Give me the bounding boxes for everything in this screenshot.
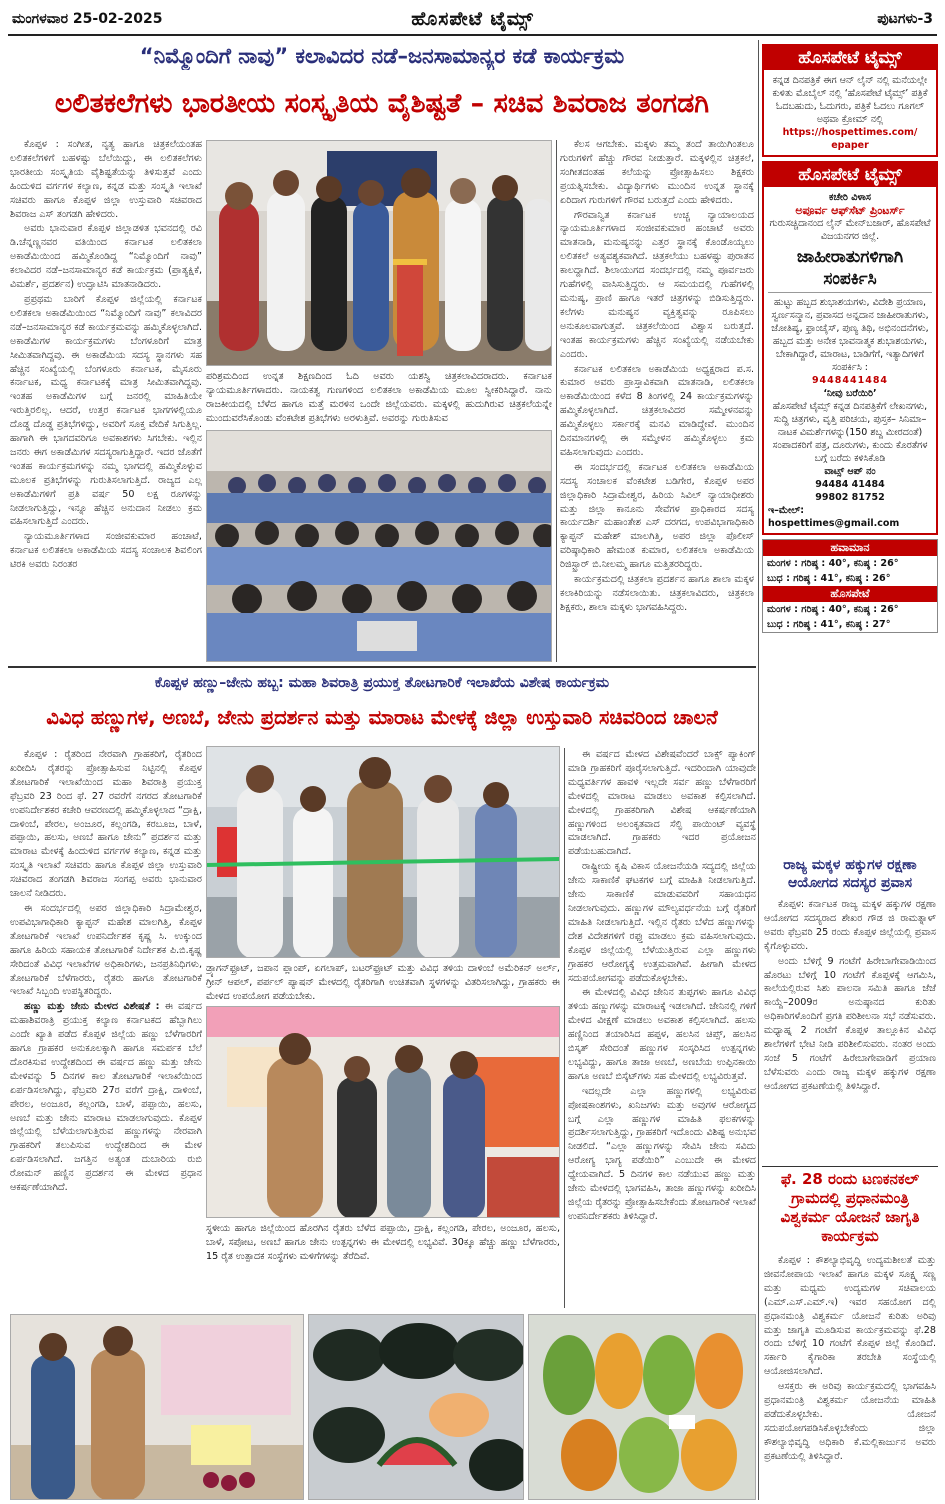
paragraph: ಈ ಸಂದರ್ಭದಲ್ಲಿ ಕರ್ನಾಟಕ ಲಲಿತಕಲಾ ಅಕಾಡೆಮಿಯ ಸದಸ್ಯ ಸಂಚಾಲಕ ವೆಂಕಟೇಶ ಬಡಿಗೇರ, ಕೊಪ್ಪಳ ಅಪರ ಜಿಲ್ಲಾಧಿಕಾರಿ ಸಿದ್ರಾಮೇಶ್ವರ, ಹಿರಿಯ ಸಿವಿಲ್ ನ್ಯಾಯಾಧೀಶರು ಮತ್ತು ಜಿಲ್ಲಾ ಕಾನೂನು ಸೇವೆಗಳ ಪ್ರಾಧಿಕಾರದ ಸದಸ್ಯ ಕಾರ್ಯದರ್ಶಿ ಮಹಾಂತೇಶ ಎಸ್ ದರಗದ, ಉಪವಿಭಾಗಾಧಿಕಾರಿ ಕ್ಯಾಪ್ಟನ್ ಮಹೇಶ್ ಮಾಲಗಿತ್ತಿ, ಅಪರ ಜಿಲ್ಲಾ ಪೊಲೀಸ್ ವರಿಷ್ಠಾಧಿಕಾರಿ ಹೇಮಂತ ಕುಮಾರ, ಲಲಿತಕಲಾ ಅಕಾಡೆಮಿಯ ರಿಜಿಸ್ಟ್ರಾರ್ ಬಿ.ನೀಲಮ್ಮ ಹಾಗೂ ಮತ್ತಿತರರಿದ್ದರು. xyxy=(560,461,754,571)
whatsapp-phone-1[interactable]: 94484 41484 xyxy=(815,479,885,490)
weather-row: ಬುಧ : ಗರಿಷ್ಠ : 41°, ಕನಿಷ್ಠ : 26° xyxy=(767,573,891,584)
story1-kicker: “ನಿಮ್ಮೊಂದಿಗೆ ನಾವು” ಕಲಾವಿದರ ನಡೆ–ಜನಸಾಮಾನ್ಯರ ಕಡೆ ಕಾರ್ಯಕ್ರಮ xyxy=(139,44,625,68)
sidebar xyxy=(762,44,938,633)
story1-headline: ಲಲಿತಕಲೆಗಳು ಭಾರತೀಯ ಸಂಸ್ಕೃತಿಯ ವೈಶಿಷ್ಟತೆ – ಸಚಿವ ಶಿವರಾಜ ತಂಗಡಗಿ xyxy=(54,88,710,119)
page-number: ಪುಟಗಳು-3 xyxy=(877,11,933,27)
printer-name: ಅಪೂರ್ವ ಆಫ್‌ಸೆಟ್ ಪ್ರಿಂಟರ್ಸ್ xyxy=(795,204,905,217)
story2-photo-inauguration xyxy=(206,746,560,958)
paragraph: ಇದಲ್ಲದೇ ಎಲ್ಲಾ ಹಣ್ಣುಗಳಲ್ಲಿ ಲಭ್ಯವಿರುವ ಪೋಷಕಾಂಶಗಳು, ಖನಿಜಗಳು ಮತ್ತು ಅವುಗಳ ಆರೋಗ್ಯದ ಬಗ್ಗೆ ಎಲ್ಲಾ ಹಣ್ಣುಗಳ ಮಾಹಿತಿ ಫಲಕಗಳನ್ನು ಪ್ರದರ್ಶಿಸಲಾಗುತ್ತಿದ್ದು, ಗ್ರಾಹಕರಿಗೆ ಇದೊಂದು ವಿಶಿಷ್ಟ ಅನುಭವ ನೀಡಲಿದೆ. “ಎಲ್ಲಾ ಹಣ್ಣುಗಳನ್ನು ಸೇವಿಸಿ ಜೇನು ಸವಿದು ಆರೋಗ್ಯ ಭಾಗ್ಯ ಪಡೆಯಿರಿ” ಎಂಬುದೇ ಈ ಮೇಳದ ಧ್ಯೇಯವಾಗಿದೆ. 5 ದಿನಗಳ ಕಾಲ ನಡೆಯುವ ಹಣ್ಣು ಮತ್ತು ಜೇನು ಮೇಳದಲ್ಲಿ ಭಾಗವಹಿಸಿ, ತಾಜಾ ಹಣ್ಣುಗಳನ್ನು ಖರೀದಿಸಿ ಜಿಲ್ಲೆಯ ರೈತರನ್ನು ಪ್ರೋತ್ಸಾಹಿಸಬೇಕೆಂದು ತೋಟಗಾರಿಕೆ ಇಲಾಖೆ ಉಪನಿರ್ದೇಶಕರು ತಿಳಿಸಿದ್ದಾರೆ. xyxy=(568,1085,756,1222)
paragraph: ಕೆಲಸ ಆಗಬೇಕು. ಮಕ್ಕಳು ತಮ್ಮ ತಂದೆ ತಾಯಿಗಿಂತಲೂ ಗುರುಗಳಿಗೆ ಹೆಚ್ಚು ಗೌರವ ನೀಡುತ್ತಾರೆ. ಮಕ್ಕಳಲ್ಲಿನ ಚಿತ್ರಕಲೆ, ಸಂಗೀತದಂತಹ ಕಲೆಯನ್ನು ಪ್ರೋತ್ಸಾಹಿಸಲು ಶಿಕ್ಷಕರು ಪ್ರಯತ್ನಿಸಬೇಕು. ವಿದ್ಯಾರ್ಥಿಗಳು ಮುಂದಿನ ಉನ್ನತ ಸ್ಥಾನಕ್ಕೆ ಏರಿದಾಗ ಗುರುಗಳಿಗೆ ಗೌರವ ಬರುತ್ತದೆ ಎಂದು ಹೇಳಿದರು. xyxy=(560,139,754,206)
column-rule xyxy=(556,140,557,662)
paragraph: ಕೊಪ್ಪಳ : ಕೌಶಲ್ಯಾಭಿವೃದ್ಧಿ ಉದ್ಯಮಶೀಲತೆ ಮತ್ತು ಜೀವನೋಪಾಯ ಇಲಾಖೆ ಹಾಗೂ ಮಕ್ಕಳ ಸೂಕ್ಷ್ಮ ಸಣ್ಣ ಮತ್ತು ಮಧ್ಯಮ ಉದ್ಯಮಗಳ ಸಚಿವಾಲಯ (ಎಮ್.ಎಸ್.ಎಮ್.ಇ) ಇವರ ಸಹಯೋಗ ದಲ್ಲಿ ಪ್ರಧಾನಮಂತ್ರಿ ವಿಶ್ವಕರ್ಮ ಯೋಜನೆ ಕುರಿತು ಅರಿವು ಮತ್ತು ಜಾಗೃತಿ ಮೂಡಿಸುವ ಕಾರ್ಯಕ್ರಮವನ್ನು ಫೆ.28 ರಂದು ಬೆಳಿಗ್ಗೆ 10 ಗಂಟೆಗೆ ಕೊಪ್ಪಳ ಜಿಲ್ಲೆ ಕೊಂಡಿದೆ. ಸರ್ಕಾರಿ ಕೈಗಾರಿಕಾ ತರಬೇತಿ ಸಂಸ್ಥೆಯಲ್ಲಿ ಆಯೋಜಿಸಲಾಗಿದೆ. xyxy=(764,1255,936,1378)
issue-date: ಮಂಗಳವಾರ 25-02-2025 xyxy=(12,11,163,27)
paragraph: ಕೊಪ್ಪಳ : ಸಂಗೀತ, ನೃತ್ಯ ಹಾಗೂ ಚಿತ್ರಕಲೆಯಂತಹ ಲಲಿತಕಲೆಗಳಿಗೆ ಬಹಳಷ್ಟು ಬೆಲೆಯಿದ್ದು, ಈ ಲಲಿತಕಲೆಗಳು ಭಾರತೀಯ ಸಂಸ್ಕೃತಿಯ ವೈಶಿಷ್ಟತೆಯನ್ನು ತಿಳಿಸುತ್ತವೆ ಎಂದು ಹಿಂದುಳಿದ ವರ್ಗಗಳ ಕಲ್ಯಾಣ, ಕನ್ನಡ ಮತ್ತು ಸಂಸ್ಕೃತಿ ಇಲಾಖೆ ಸಚಿವರು ಹಾಗೂ ಕೊಪ್ಪಳ ಜಿಲ್ಲಾ ಉಸ್ತುವಾರಿ ಸಚಿವರಾದ ಶಿವರಾಜ ಎಸ್ ತಂಗಡಗಿ ಹೇಳಿದರು. xyxy=(10,139,202,220)
story2-headline: ವಿವಿಧ ಹಣ್ಣುಗಳ, ಅಣಬೆ, ಜೇನು ಪ್ರದರ್ಶನ ಮತ್ತು ಮಾರಾಟ ಮೇಳಕ್ಕೆ ಜಿಲ್ಲಾ ಉಸ್ತುವಾರಿ ಸಚಿವರಿಂದ ಚಾಲನೆ xyxy=(46,706,718,729)
weather-city: ಹೊಸಪೇಟೆ xyxy=(763,586,937,602)
story2-photo-papayas xyxy=(528,1314,756,1500)
story3-text xyxy=(764,898,936,1162)
section-divider xyxy=(8,666,756,668)
paragraph: ಕೊಪ್ಪಳ: ಕರ್ನಾಟಕ ರಾಜ್ಯ ಮಕ್ಕಳ ಹಕ್ಕುಗಳ ರಕ್ಷಣಾ ಆಯೋಗದ ಸದಸ್ಯರಾದ ಶೇಖರ ಗೌಡ ಜಿ ರಾಮತ್ನಾಳ್ ಅವರು ಫೆಬ್ರವರಿ 25 ರಂದು ಕೊಪ್ಪಳ ಜಿಲ್ಲೆಯಲ್ಲಿ ಪ್ರವಾಸ ಕೈಗೊಳ್ಳುವರು. xyxy=(764,899,936,952)
paragraph: ಅಂದು ಬೆಳಿಗ್ಗೆ 9 ಗಂಟೆಗೆ ಹಿರೇಬಾಗೇವಾಡಿಯಿಂದ ಹೊರಟು ಬೆಳಿಗ್ಗೆ 10 ಗಂಟೆಗೆ ಕೊಪ್ಪಳಕ್ಕೆ ಆಗಮಿಸಿ, ಕಾಲೆಯಲ್ಲಿರುವ ಸಿಶು ಪಾಲನಾ ಸಮಿತಿ ಹಾಗೂ ಜೆಜೆ ಕಾಯ್ದೆ–2009ರ ಅನುಷ್ಠಾನದ ಕುರಿತು ಅಧಿಕಾರಿಗಳೊಂದಿಗೆ ಪ್ರಗತಿ ಪರಿಶೀಲನಾ ಸಭೆ ನಡೆಸುವರು. ಮಧ್ಯಾಹ್ನ 2 ಗಂಟೆಗೆ ಕೊಪ್ಪಳ ತಾಲ್ಲೂಕಿನ ವಿವಿಧ ಶಾಲೆಗಳಿಗೆ ಭೇಟಿ ನೀಡಿ ಪರಿಶೀಲಿಸುವರು. ನಂತರ ಅಂದು ಸಂಜೆ 5 ಗಂಟೆಗೆ ಹಿರೇಬಾಗೇವಾಡಿಗೆ ಪ್ರಯಾಣ ಬೆಳೆಸುವರು ಎಂದು ರಾಜ್ಯ ಮಕ್ಕಳ ಹಕ್ಕುಗಳ ರಕ್ಷಣಾ ಆಯೋಗದ ಪ್ರಕಟಣೆಯಲ್ಲಿ ತಿಳಿಸಿದ್ದಾರೆ. xyxy=(764,955,936,1092)
story4-headline: ಫೆ. 28 ರಂದು ಟಣಕನಕಲ್ ಗ್ರಾಮದಲ್ಲಿ ಪ್ರಧಾನಮಂತ್ರಿ ವಿಶ್ವಕರ್ಮ ಯೋಜನೆ ಜಾಗೃತಿ ಕಾರ್ಯಕ್ರಮ xyxy=(780,1170,920,1245)
epaper-link[interactable]: https://hospettimes.com/ epaper xyxy=(782,127,918,151)
contact-email[interactable]: ಇ–ಮೇಲ್: hospettimes@gmail.com xyxy=(768,505,900,529)
story2-column-3 xyxy=(568,748,756,1308)
write-slogan: ‘ನೀವು ಬರೆಯಿರಿ’ xyxy=(823,388,877,399)
paragraph: ಕಾರ್ಯಕ್ರಮದಲ್ಲಿ ಚಿತ್ರಕಲಾ ಪ್ರದರ್ಶನ ಹಾಗೂ ಶಾಲಾ ಮಕ್ಕಳ ಕಲಾಕಿರಿಯನ್ನು ನಡೆಸಲಾಯಿತು. ಚಿತ್ರಕಲಾವಿದರು, ಚಿತ್ರಕಲಾ ಶಿಕ್ಷಕರು, ಶಾಲಾ ಮಕ್ಕಳು ಭಾಗವಹಿಸಿದ್ದರು. xyxy=(560,574,754,613)
paragraph: ಕೊಪ್ಪಳ : ರೈತರಿಂದ ನೇರವಾಗಿ ಗ್ರಾಹಕರಿಗೆ, ರೈತರಿಂದ ಖರೀದಿಸಿ ರೈತರನ್ನು ಪ್ರೋತ್ಸಾಹಿಸುವ ನಿಟ್ಟಿನಲ್ಲಿ ಕೊಪ್ಪಳ ತೋಟಗಾರಿಕೆ ಇಲಾಖೆಯಿಂದ ಮಹಾ ಶಿವರಾತ್ರಿ ಪ್ರಯುಕ್ತ ಫೆಬ್ರವರಿ 23 ರಿಂದ ಫೆ. 27 ರವರೆಗೆ ನಗರದ ತೋಟಗಾರಿಕೆ ಉಪನಿರ್ದೇಶಕರ ಕಚೇರಿ ಆವರಣದಲ್ಲಿ ಹಮ್ಮಿಕೊಳ್ಳಲಾದ “ದ್ರಾಕ್ಷಿ, ದಾಳಿಂಬೆ, ಪೇರಲ, ಅಂಜೂರ, ಕಲ್ಲಂಗಡಿ, ಕರಬೂಜ, ಬಾಳೆ, ಪಪ್ಪಾಯಿ, ಹಲಸು, ಅಣಬೆ ಹಾಗೂ ಜೇನು” ಪ್ರದರ್ಶನ ಮತ್ತು ಮಾರಾಟ ಮೇಳಕ್ಕೆ ಹಿಂದುಳಿದ ವರ್ಗಗಳ ಕಲ್ಯಾಣ, ಕನ್ನಡ ಮತ್ತು ಸಂಸ್ಕೃತಿ ಇಲಾಖೆ ಸಚಿವರು ಹಾಗೂ ಕೊಪ್ಪಳ ಜಿಲ್ಲಾ ಉಸ್ತುವಾರಿ ಸಚಿವರಾದ ತಂಗಡಗಿ ಶಿವರಾಜ ಸಂಗಪ್ಪ ಅವರು ಭಾನುವಾರ ಚಾಲನೆ ನೀಡಿದರು. xyxy=(10,749,202,900)
paper-name: ಹೊಸಪೇಟೆ ಟೈಮ್ಸ್ xyxy=(411,8,534,30)
advertise-box-title: ಹೊಸಪೇಟೆ ಟೈಮ್ಸ್ xyxy=(764,163,936,187)
ads-categories: ಹುಟ್ಟು ಹಬ್ಬದ ಶುಭಾಶಯಗಳು, ವಿದೇಶಿ ಪ್ರಯಾಣ, ಸ್ವರ್ಣಸನ್ಮಾನ, ಪ್ರವಾಸದ ಅನ್ನದಾನ ಜಾಹೀರಾತುಗಳು, ಜೋತಿಷ್ಯ, ಫ್ರಾಂಚೈಸ್, ಪುಣ್ಯ ತಿಥಿ, ಅಭಿನಂದನೆಗಳು, ಹಬ್ಬದ ಮತ್ತು ಅನೇಕ ಭಾವನಾತ್ಮಕ ಶುಭಾಶಯಗಳು, ಬೇಕಾಗಿದ್ದಾರೆ, ಮಾರಾಟ, ಬಾಡಿಗೆಗೆ, ಇತ್ಯಾದಿಗಳಿಗೆ xyxy=(771,297,929,360)
story1-column-3 xyxy=(560,138,754,662)
paragraph: ಆಸಕ್ತರು ಈ ಅರಿವು ಕಾರ್ಯಕ್ರಮದಲ್ಲಿ ಭಾಗವಹಿಸಿ ಪ್ರಧಾನಮಂತ್ರಿ ವಿಶ್ವಕರ್ಮ ಯೋಜನೆಯ ಮಾಹಿತಿ ಪಡೆದುಕೊಳ್ಳಬೇಕು. ಯೋಜನೆ ಸದುಪಯೋಗಪಡಿಸಿಕೊಳ್ಳಬೇಕೆಂದು ಜಿಲ್ಲಾ ಕೌಶಲ್ಯಾಭಿವೃದ್ಧಿ ಅಧಿಕಾರಿ ಕೆ.ಮಲ್ಲಿಕಾರ್ಜುನ ಅವರು ಪ್ರಕಟಣೆಯಲ್ಲಿ ತಿಳಿಸಿದ್ದಾರೆ. xyxy=(764,1381,936,1462)
contact-label: ಸಂಪರ್ಕಿಸಿ xyxy=(768,268,932,293)
column-rule xyxy=(564,748,565,1308)
ads-label: ಜಾಹೀರಾತುಗಳಿಗಾಗಿ xyxy=(796,247,904,267)
story2-column-1 xyxy=(10,748,202,1308)
paragraph: ಪ್ರಪ್ರಥಮ ಬಾರಿಗೆ ಕೊಪ್ಪಳ ಜಿಲ್ಲೆಯಲ್ಲಿ ಕರ್ನಾಟಕ ಲಲಿತಕಲಾ ಅಕಾಡೆಮಿಯಿಂದ “ನಿಮ್ಮೊಂದಿಗೆ ನಾವು” ಕಲಾವಿದರ ನಡೆ–ಜನಸಾಮಾನ್ಯರ ಕಡೆ ಕಾರ್ಯಕ್ರಮವನ್ನು ಹಮ್ಮಿಕೊಳ್ಳಲಾಗಿದೆ. ಅಕಾಡೆಮಿಗಳ ಕಾರ್ಯಕ್ರಮಗಳು ಬೆಂಗಳೂರಿಗೆ ಮಾತ್ರ ಸೀಮಿತವಾಗಿದ್ದವು. ಈ ಅಕಾಡೆಮಿಯ ಸದಸ್ಯ ಸ್ಥಾನಗಳು ಸಹ ಹೆಚ್ಚಿನ ಸಂಖ್ಯೆಯಲ್ಲಿ ಬೆಂಗಳೂರು ಕರ್ನಾಟಕ, ಮೈಸೂರು ಕರ್ನಾಟಕ, ಮಧ್ಯ ಕರ್ನಾಟಕಕ್ಕೆ ಮಾತ್ರ ಸೀಮಿತವಾಗಿದ್ದವು. ಇಂತಹ ಅಕಾಡೆಮಿಗಳ ಬಗ್ಗೆ ಜನರಲ್ಲಿ ಮಾಹಿತಿಯೇ ಇರುತ್ತಿರಲಿಲ್ಲ. ಆದರೆ, ಉತ್ತರ ಕರ್ನಾಟಕ ಭಾಗಗಳಲ್ಲಿಯೂ ದೊಡ್ಡ ದೊಡ್ಡ ಪ್ರತಿಭೆಗಳಿದ್ದು, ಅವರಿಗೆ ಸೂಕ್ತ ವೇದಿಕೆ ಸಿಗುತ್ತಿಲ್ಲ. ಹಾಗಾಗಿ ಈ ಭಾಗದವರಿಗೂ ಅವಕಾಶಗಳು ಸಿಗಬೇಕು. ಇಲ್ಲಿನ ಜನರು ಈಗ ಅಕಾಡೆಮಿಗಳ ಸದಸ್ಯರಾಗುತ್ತಿದ್ದಾರೆ. ಇದರ ಜೊತೆಗೆ ಇಂತಹ ಕಾರ್ಯಕ್ರಮಗಳನ್ನು ನಮ್ಮ ಭಾಗದಲ್ಲಿ ಹಮ್ಮಿಕೊಳ್ಳುವ ಮೂಲಕ ಪ್ರತಿಭೆಗಳನ್ನು ಗುರುತಿಸಲಾಗುತ್ತಿದೆ. ರಾಜ್ಯದ ಎಲ್ಲ ಅಕಾಡೆಮಿಗಳಿಗೆ ಪ್ರತಿ ವರ್ಷ 50 ಲಕ್ಷ ರೂಗಳನ್ನು ನೀಡಲಾಗುತ್ತಿದ್ದು, ಇನ್ನೂ ಹೆಚ್ಚಿನ ಅನುದಾನ ನೀಡಲು ಕ್ರಮ ವಹಿಸಲಾಗುತ್ತಿದೆ ಎಂದರು. xyxy=(10,293,202,528)
ads-phone[interactable]: 9448441484 xyxy=(811,375,889,386)
epaper-box xyxy=(762,44,938,157)
story1-photo-dignitaries xyxy=(206,140,552,366)
call-label: ಸಂಪರ್ಕಿಸಿ : xyxy=(832,362,868,373)
section-divider xyxy=(762,1166,938,1167)
epaper-box-title: ಹೊಸಪೇಟೆ ಟೈಮ್ಸ್ xyxy=(764,46,936,70)
story1-photo-caption: ಪರಿಶ್ರಮದಿಂದ ಉನ್ನತ ಶಿಕ್ಷಣದಿಂದ ಓದಿ ಅವರು ಯಶಸ್ವಿ ಚಿತ್ರಕಲಾವಿದರಾದರು. ಕರ್ನಾಟಕ ನ್ಯಾಯಮೂರ್ತಿಗಳಾದರು. ನಾಯಕತ್ವ ಗುಣಗಳಿಂದ ಲಲಿತಕಲಾ ಅಕಾಡೆಮಿಯ ಮೂಲ ಸ್ವೀಕರಿಸಿದ್ದಾರೆ. ನಾನು ರಾಜಕೀಯದಲ್ಲಿ ಬೆಳೆದ ಹಾಗೂ ಮತ್ತೆ ಮರಳಿನ ಒಂದೇ ಜಿಲ್ಲೆಯವರು. ಮಕ್ಕಳಲ್ಲಿ ಹುದುಗಿರುವ ಚಿತ್ರಕಲೆಯನ್ನೇ ಮುಂದುವರೆಸಿಕೊಂಡು ವೆಂಕಟೇಶ ಪ್ರತಿಭೆಗಳು ಅರಳುತ್ತಿವೆ. ಅವರನ್ನು ಗುರುತಿಸುವ xyxy=(206,371,552,424)
write-instructions: ಹೊಸಪೇಟೆ ಟೈಮ್ಸ್ ಕನ್ನಡ ದಿನಪತ್ರಿಕೆಗೆ ಲೇಖನಗಳು, ಸುದ್ದಿ ಚಿತ್ರಗಳು, ವೃತ್ತಿ ಪರಿಚಯ, ಪುಸ್ತಕ– ಸಿನಿಮಾ–ನಾಟಕ ವಿಮರ್ಶೆಗಳನ್ನು(150 ಶಬ್ದ ಮೀರದಂತೆ) ಸಂಪಾದಕರಿಗೆ ಪತ್ರ, ದೂರುಗಳು, ಕುಂದು ಕೊರತೆಗಳ ಬಗ್ಗೆ ಬರೆದು ಕಳಿಸಿಕೊಡಿ xyxy=(772,401,928,464)
weather-row: ಬುಧ : ಗರಿಷ್ಠ : 41°, ಕನಿಷ್ಠ : 27° xyxy=(767,619,891,630)
story2-photo-caption-2: ಸ್ಥಳೀಯ ಹಾಗೂ ಜಿಲ್ಲೆಯಿಂದ ಹೊರಗಿನ ರೈತರು ಬೆಳೆದ ಪಪ್ಪಾಯಿ, ದ್ರಾಕ್ಷಿ, ಕಲ್ಲಂಗಡಿ, ಪೇರಲ, ಅಂಜೂರ, ಹಲಸು, ಬಾಳೆ, ಸಪೋಟ, ಅಣಬೆ ಹಾಗೂ ಜೇನು ಉತ್ಪನ್ನಗಳು ಈ ಮೇಳದಲ್ಲಿ ಲಭ್ಯವಿವೆ. 30ಕ್ಕೂ ಹೆಚ್ಚು ಹಣ್ಣು ಬೆಳೆಗಾರರು, 15 ರೈತ ಉತ್ಪಾದಕ ಸಂಸ್ಥೆಗಳು ಮಳಿಗೆಗಳನ್ನು ತೆರೆದಿವೆ. xyxy=(206,1223,560,1262)
story2-photo-caption-1: ಡ್ರ್ಯಾಗನ್‌ಫ್ರೂಟ್, ಜಪಾನ ಪ್ಲಾಂಪ್, ಏಗಲಾಪ್, ಬಟರ್‌ಫ್ರೂಟ್ ಮತ್ತು ವಿವಿಧ ತಳಿಯ ದಾಳಿಂಬೆ ಅಮೆರಿಕನ್ ಅರ್ಲ್, ಗ್ರೀನ್ ಆಪಲ್, ಪರ್ಪಲ್ ಪ್ಯಾಷನ್ ಮೇಳದಲ್ಲಿ ರೈತರಿಗಾಗಿ ಉಚಿತವಾಗಿ ಸ್ಥಳಗಳನ್ನು ವಿತರಿಸಲಾಗಿದ್ದು, ಗ್ರಾಹಕರು ಈ ಮೇಳದ ಉಪಯೋಗ ಪಡೆಯಬೇಕು. xyxy=(206,963,560,1002)
story1-column-1 xyxy=(10,138,202,662)
paragraph: ಗೌರವಾನ್ವಿತ ಕರ್ನಾಟಕ ಉಚ್ಚ ನ್ಯಾಯಾಲಯದ ನ್ಯಾಯಮೂರ್ತಿಗಳಾದ ಸಂಜೀವಕುಮಾರ ಹಂಚಾಟೆ ಅವರು ಮಾತನಾಡಿ, ಮನುಷ್ಯನನ್ನು ಎತ್ತರ ಸ್ಥಾನಕ್ಕೆ ಕೊಂಡೊಯ್ಯಲು ಲಲಿತಕಲೆ ಅತ್ಯವಶ್ಯಕವಾಗಿದೆ. ಚಿತ್ರಕಲೆಯು ಬಹಳಷ್ಟು ಪುರಾತನ ಕಾಲದ್ದಾಗಿದೆ. ಶಿಲಾಯುಗದ ಸಂದರ್ಭದಲ್ಲಿ ನಮ್ಮ ಪೂರ್ವಜರು ಗುಹೆಗಳಲ್ಲಿ ವಾಸಿಸುತ್ತಿದ್ದರು. ಆ ಸಮಯದಲ್ಲಿ ಗುಹೆಗಳಲ್ಲಿ ಮನುಷ್ಯ, ಪ್ರಾಣಿ ಹಾಗೂ ಇತರೆ ಚಿತ್ರಗಳನ್ನು ಬಿಡಿಸುತ್ತಿದ್ದರು. ಕಲೆಗಳು ಮನುಷ್ಯನ ವ್ಯಕ್ತಿತ್ವವನ್ನು ರೂಪಿಸಲು ಅನುಕೂಲವಾಗುತ್ತವೆ. ಚಿತ್ರಕಲೆಯಿಂದ ವಿಶ್ವಾಸ ಬರುತ್ತದೆ. ಇಂತಹ ಕಾರ್ಯಕ್ರಮಗಳು ಹೆಚ್ಚಿನ ಸಂಖ್ಯೆಯಲ್ಲಿ ನಡೆಯಬೇಕು ಎಂದರು. xyxy=(560,209,754,360)
advertise-box xyxy=(762,161,938,535)
weather-box xyxy=(762,539,938,633)
office-address: ಗುರುಸಚ್ಚಿದಾನಂದ ಲೈನ್ ಮೇನ್‌ಬಜಾರ್, ಹೊಸಪೇಟೆ ವಿಜಯನಗರ ಜಿಲ್ಲೆ. xyxy=(769,218,931,242)
story2-photo-visit xyxy=(10,1314,304,1500)
paragraph: ಈ ಮೇಳದಲ್ಲಿ ವಿವಿಧ ಜೇನಿನ ತುಪ್ಪಗಳು ಹಾಗೂ ವಿವಿಧ ತಳಿಯ ಹಣ್ಣುಗಳನ್ನು ಮಾರಾಟಕ್ಕೆ ಇಡಲಾಗಿದೆ. ಜೇನಿನಲ್ಲಿ ಗಳಿಗೆ ಮೇಳದ ವೀಕ್ಷಣೆ ಮಾಡಲು ಅವಕಾಶ ಕಲ್ಪಿಸಲಾಗಿದೆ. ಹಲಸು ಹಣ್ಣಿನಿಂದ ತಯಾರಿಸಿದ ಹಪ್ಪಳ, ಹಲಸಿನ ಚಿಪ್ಸ್, ಹಲಸಿನ ಬಿಸ್ಕತ್‌ ಸೇರಿದಂತೆ ಹಣ್ಣುಗಳ ಸಂಸ್ಕರಿಸಿದ ಉತ್ಪನ್ನಗಳು ಲಭ್ಯವಿದ್ದು, ಹಾಗೂ ತಾಜಾ ಅಣಬೆ, ಅಣಬೆಯ ಉಪ್ಪಿನಕಾಯಿ ಹಾಗೂ ಅಣಬೆ ಬಿಸ್ಕೆಟ್‌ಗಳು ಸಹ ಮೇಳದಲ್ಲಿ ಲಭ್ಯವಿರುತ್ತವೆ. xyxy=(568,987,756,1082)
story3-headline: ರಾಜ್ಯ ಮಕ್ಕಳ ಹಕ್ಕುಗಳ ರಕ್ಷಣಾ ಆಯೋಗದ ಸದಸ್ಯರ ಪ್ರವಾಸ xyxy=(783,857,917,891)
story2-kicker: ಕೊಪ್ಪಳ ಹಣ್ಣು–ಜೇನು ಹಬ್ಬ: ಮಹಾ ಶಿವರಾತ್ರಿ ಪ್ರಯುಕ್ತ ತೋಟಗಾರಿಕೆ ಇಲಾಖೆಯ ವಿಶೇಷ ಕಾರ್ಯಕ್ರಮ xyxy=(154,675,610,691)
weather-row: ಮಂಗಳ : ಗರಿಷ್ಠ : 40°, ಕನಿಷ್ಠ : 26° xyxy=(767,604,899,615)
whatsapp-label: ವಾಟ್ಸ್ ಆಪ್ ನಂ xyxy=(824,466,876,477)
paragraph: ಅವರು ಭಾನುವಾರ ಕೊಪ್ಪಳ ಜಿಲ್ಲಾಡಳಿತ ಭವನದಲ್ಲಿ ರವಿ ಡಿ.ಚೆನ್ನಣ್ಣನವರ ವತಿಯಿಂದ ಕರ್ನಾಟಕ ಲಲಿತಕಲಾ ಅಕಾಡೆಮಿಯಿಂದ ಹಮ್ಮಿಕೊಂಡಿದ್ದ “ನಿಮ್ಮೊಂದಿಗೆ ನಾವು” ಕಲಾವಿದರ ನಡೆ–ಜನಸಾಮಾನ್ಯರ ಕಡೆ ಕಾರ್ಯಕ್ರಮ (ಪ್ರಾತ್ಯಕ್ಷಿಕೆ, ವಿಮರ್ಶೆ, ಪ್ರದರ್ಶನ) ಉದ್ಘಾಟಿಸಿ ಮಾತನಾಡಿದರು. xyxy=(10,223,202,291)
sidebar-rule xyxy=(758,40,759,1500)
story1-photo-audience xyxy=(206,430,552,662)
weather-title: ಹವಾಮಾನ xyxy=(763,540,937,556)
office-label: ಕಚೇರಿ ವಿಳಾಸ xyxy=(829,192,871,203)
story2-subhead: ಹಣ್ಣು ಮತ್ತು ಜೇನು ಮೇಳದ ವಿಶೇಷತೆ : xyxy=(24,1001,160,1013)
story2-photo-watermelons xyxy=(308,1314,524,1500)
masthead xyxy=(8,6,937,36)
whatsapp-phone-2[interactable]: 99802 81752 xyxy=(815,492,885,503)
paragraph: ನ್ಯಾಯಮೂರ್ತಿಗಳಾದ ಸಂಜೀವಕುಮಾರ ಹಂಚಾಟೆ, ಕರ್ನಾಟಕ ಲಲಿತಕಲಾ ಅಕಾಡೆಮಿಯ ಸದಸ್ಯ ಸಂಚಾಲಕ ಶಿವಲಿಂಗ ಟಿರಕಿ ಅವರು ನಿರಂತರ xyxy=(10,531,202,571)
paragraph: ಈ ವರ್ಷದ ಮಹಾಶಿವರಾತ್ರಿ ಪ್ರಯುಕ್ತ ಕಲ್ಯಾಣ ಕರ್ನಾಟಕದ ಹೆಬ್ಬಾಗಿಲು ಎಂದೇ ಖ್ಯಾತಿ ಪಡೆದ ಕೊಪ್ಪಳ ಜಿಲ್ಲೆಯ ಹಣ್ಣು ಬೆಳೆಗಾರರಿಗೆ ಹಾಗೂ ಗ್ರಾಹಕರ ಅನುಕೂಲಕ್ಕಾಗಿ ಹಾಗೂ ಸಮರ್ಪಕ ಬೆಲೆ ದೊರಕಿಸುವ ಉದ್ದೇಶದಿಂದ ಈ ವರ್ಷದ ಹಣ್ಣು ಮತ್ತು ಜೇನು ಮೇಳವನ್ನು 5 ದಿನಗಳ ಕಾಲ ತೋಟಗಾರಿಕೆ ಇಲಾಖೆಯಿಂದ ಏರ್ಪಡಿಸಲಾಗಿದ್ದು, ಫೆಬ್ರವರಿ 27ರ ವರೆಗೆ ದ್ರಾಕ್ಷಿ, ದಾಳಿಂಬೆ, ಪೇರಲ, ಅಂಜೂರ, ಕಲ್ಲಂಗಡಿ, ಬಾಳೆ, ಪಪ್ಪಾಯಿ, ಹಲಸು, ಅಣಬೆ ಮತ್ತು ಜೇನು ಮಾರಾಟ ಮಾಡಲಾಗುವುದು. ಕೊಪ್ಪಳ ಜಿಲ್ಲೆಯಲ್ಲಿ ಬೆಳೆಯಲಾಗುತ್ತಿರುವ ಹಣ್ಣುಗಳನ್ನು ನೇರವಾಗಿ ಗ್ರಾಹಕರಿಗೆ ತಲುಪಿಸುವ ಉದ್ದೇಶದಿಂದ ಈ ಮೇಳ ಏರ್ಪಡಿಸಲಾಗಿದೆ. ಜಗತ್ತಿನ ಅತ್ಯಂತ ದುಬಾರಿಯ ರುಬಿ ರೋಮನ್ ಹಣ್ಣಿನ ಪ್ರದರ್ಶನ ಈ ಮೇಳದ ಪ್ರಧಾನ ಆಕರ್ಷಣೆಯಾಗಿದೆ. xyxy=(10,1001,202,1194)
story2-photo-fruit-stall xyxy=(206,1006,560,1218)
epaper-box-text: ಕನ್ನಡ ದಿನಪತ್ರಿಕೆ ಈಗ ಆನ್ ಲೈನ್ ನಲ್ಲಿ ಮನೆಯಲ್ಲೇ ಕುಳಿತು ಮೊಬೈಲ್ ನಲ್ಲಿ ‘ಹೊಸಪೇಟೆ ಟೈಮ್ಸ್’ ಪತ್ರಿಕೆ ಓದಬಹುದು, ಓದುಗರು, ಪತ್ರಿಕೆ ಓದಲು ಗೂಗಲ್ ಅಥವಾ ಕ್ರೋಮ್ ನಲ್ಲಿ xyxy=(772,75,928,125)
story4-text xyxy=(764,1254,936,1500)
paragraph: ಕರ್ನಾಟಕ ಲಲಿತಕಲಾ ಅಕಾಡೆಮಿಯ ಅಧ್ಯಕ್ಷರಾದ ಪ.ಸ. ಕುಮಾರ ಅವರು ಪ್ರಾಸ್ತಾವಿಕವಾಗಿ ಮಾತನಾಡಿ, ಲಲಿತಕಲಾ ಅಕಾಡೆಮಿಯಿಂದ ಕಳೆದ 8 ತಿಂಗಳಲ್ಲಿ 24 ಕಾರ್ಯಕ್ರಮಗಳನ್ನು ಹಮ್ಮಿಕೊಳ್ಳಲಾಗಿದೆ. ಚಿತ್ರಕಲಾವಿದರ ಸಮ್ಮೇಳನವನ್ನು ಹಮ್ಮಿಕೊಳ್ಳಲು ಸರ್ಕಾರಕ್ಕೆ ಮನವಿ ಮಾಡಿದ್ದೇವೆ. ಮುಂದಿನ ದಿನಮಾನಗಳಲ್ಲಿ ಈ ಸಮ್ಮೇಳನ ಹಮ್ಮಿಕೊಳ್ಳಲು ಕ್ರಮ ವಹಿಸಲಾಗುವುದು ಎಂದರು. xyxy=(560,363,754,458)
paragraph: ಈ ವರ್ಷದ ಮೇಳದ ವಿಶೇಷವೆಂದರೆ ಬಾಕ್ಸ್ ಪ್ಯಾಕಿಂಗ್ ಮಾಡಿ ಗ್ರಾಹಕರಿಗೆ ಪೂರೈಸಲಾಗುತ್ತಿದೆ. ಇದರಿಂದಾಗಿ ಯಾವುದೇ ಮಧ್ಯವರ್ತಿಗಳ ಹಾವಳಿ ಇಲ್ಲದೇ ಸರ್ವ ಹಣ್ಣು ಬೆಳೆಗಾರರಿಗೆ ಮೇಳದಲ್ಲಿ ಮಾರಾಟ ಮಾಡಲು ಅವಕಾಶ ಕಲ್ಪಿಸಲಾಗಿದೆ. ಮೇಳದಲ್ಲಿ ಗ್ರಾಹಕರಿಗಾಗಿ ವಿಶೇಷ ಆಕರ್ಷಣೆಯಾಗಿ ಹಣ್ಣುಗಳಿಂದ ಅಲಂಕೃತವಾದ ಸೆಲ್ಫಿ ಪಾಯಿಂಟ್‌ ವ್ಯವಸ್ಥೆ ಮಾಡಲಾಗಿದೆ. ಗ್ರಾಹಕರು ಇದರ ಪ್ರಯೋಜನ ಪಡೆಯಬಹುದಾಗಿದೆ. xyxy=(568,749,756,858)
paragraph: ಈ ಸಂದರ್ಭದಲ್ಲಿ ಅಪರ ಜಿಲ್ಲಾಧಿಕಾರಿ ಸಿದ್ರಾಮೇಶ್ವರ, ಉಪವಿಭಾಗಾಧಿಕಾರಿ ಕ್ಯಾಪ್ಟನ್ ಮಹೇಶ ಮಾಲಗಿತ್ತಿ, ಕೊಪ್ಪಳ ತೋಟಗಾರಿಕೆ ಇಲಾಖೆ ಉಪನಿರ್ದೇಶಕ ಕೃಷ್ಣ ಸಿ. ಉಕ್ಕುಂದ ಹಾಗೂ ಹಿರಿಯ ಸಹಾಯಕ ತೋಟಗಾರಿಕೆ ನಿರ್ದೇಶಕ ಪಿ.ಬಿ.ಕೃಷ್ಣ ಸೇರಿದಂತೆ ವಿವಿಧ ಇಲಾಖೆಗಳ ಅಧಿಕಾರಿಗಳು, ಜನಪ್ರತಿನಿಧಿಗಳು, ತೋಟಗಾರಿಕೆ ಬೆಳೆಗಾರರು, ರೈತರು ಹಾಗೂ ತೋಟಗಾರಿಕೆ ಇಲಾಖೆ ಸಿಬ್ಬಂದಿ ಉಪಸ್ಥಿತರಿದ್ದರು. xyxy=(10,902,202,998)
paragraph: ರಾಷ್ಟ್ರೀಯ ಕೃಷಿ ವಿಕಾಸ ಯೋಜನೆಯಡಿ ಸದ್ಯದಲ್ಲಿ ಜಿಲ್ಲೆಯ ಜೇನು ಸಾಕಾಣಿಕೆ ಘಟಕಗಳ ಬಗ್ಗೆ ಮಾಹಿತಿ ನೀಡಲಾಗುತ್ತಿದೆ. ಜೇನು ಸಾಕಾಣಿಕೆ ಮಾಡುವವರಿಗೆ ಸಹಾಯಧನ ನೀಡಲಾಗುವುದು. ಹಣ್ಣುಗಳ ಮೌಲ್ಯವರ್ಧನೆಯ ಬಗ್ಗೆ ರೈತರಿಗೆ ಮಾಹಿತಿ ನೀಡಲಾಗುತ್ತಿದೆ. ಇಲ್ಲಿನ ರೈತರು ಬೆಳೆದ ಹಣ್ಣುಗಳನ್ನು ದೇಶ ವಿದೇಶಗಳಿಗೆ ರಫ್ತು ಮಾಡಲು ಕ್ರಮ ವಹಿಸಲಾಗುವುದು. ಕೊಪ್ಪಳ ಜಿಲ್ಲೆಯಲ್ಲಿ ಬೆಳೆಯುತ್ತಿರುವ ಎಲ್ಲಾ ಹಣ್ಣುಗಳು ಗ್ರಾಹಕರ ಆರೋಗ್ಯಕ್ಕೆ ಉತ್ತಮವಾಗಿವೆ. ಹೀಗಾಗಿ ಮೇಳದ ಸದುಪಯೋಗವನ್ನು ಪಡೆದುಕೊಳ್ಳಬೇಕು. xyxy=(568,861,756,984)
weather-row: ಮಂಗಳ : ಗರಿಷ್ಠ : 40°, ಕನಿಷ್ಠ : 26° xyxy=(767,558,899,569)
